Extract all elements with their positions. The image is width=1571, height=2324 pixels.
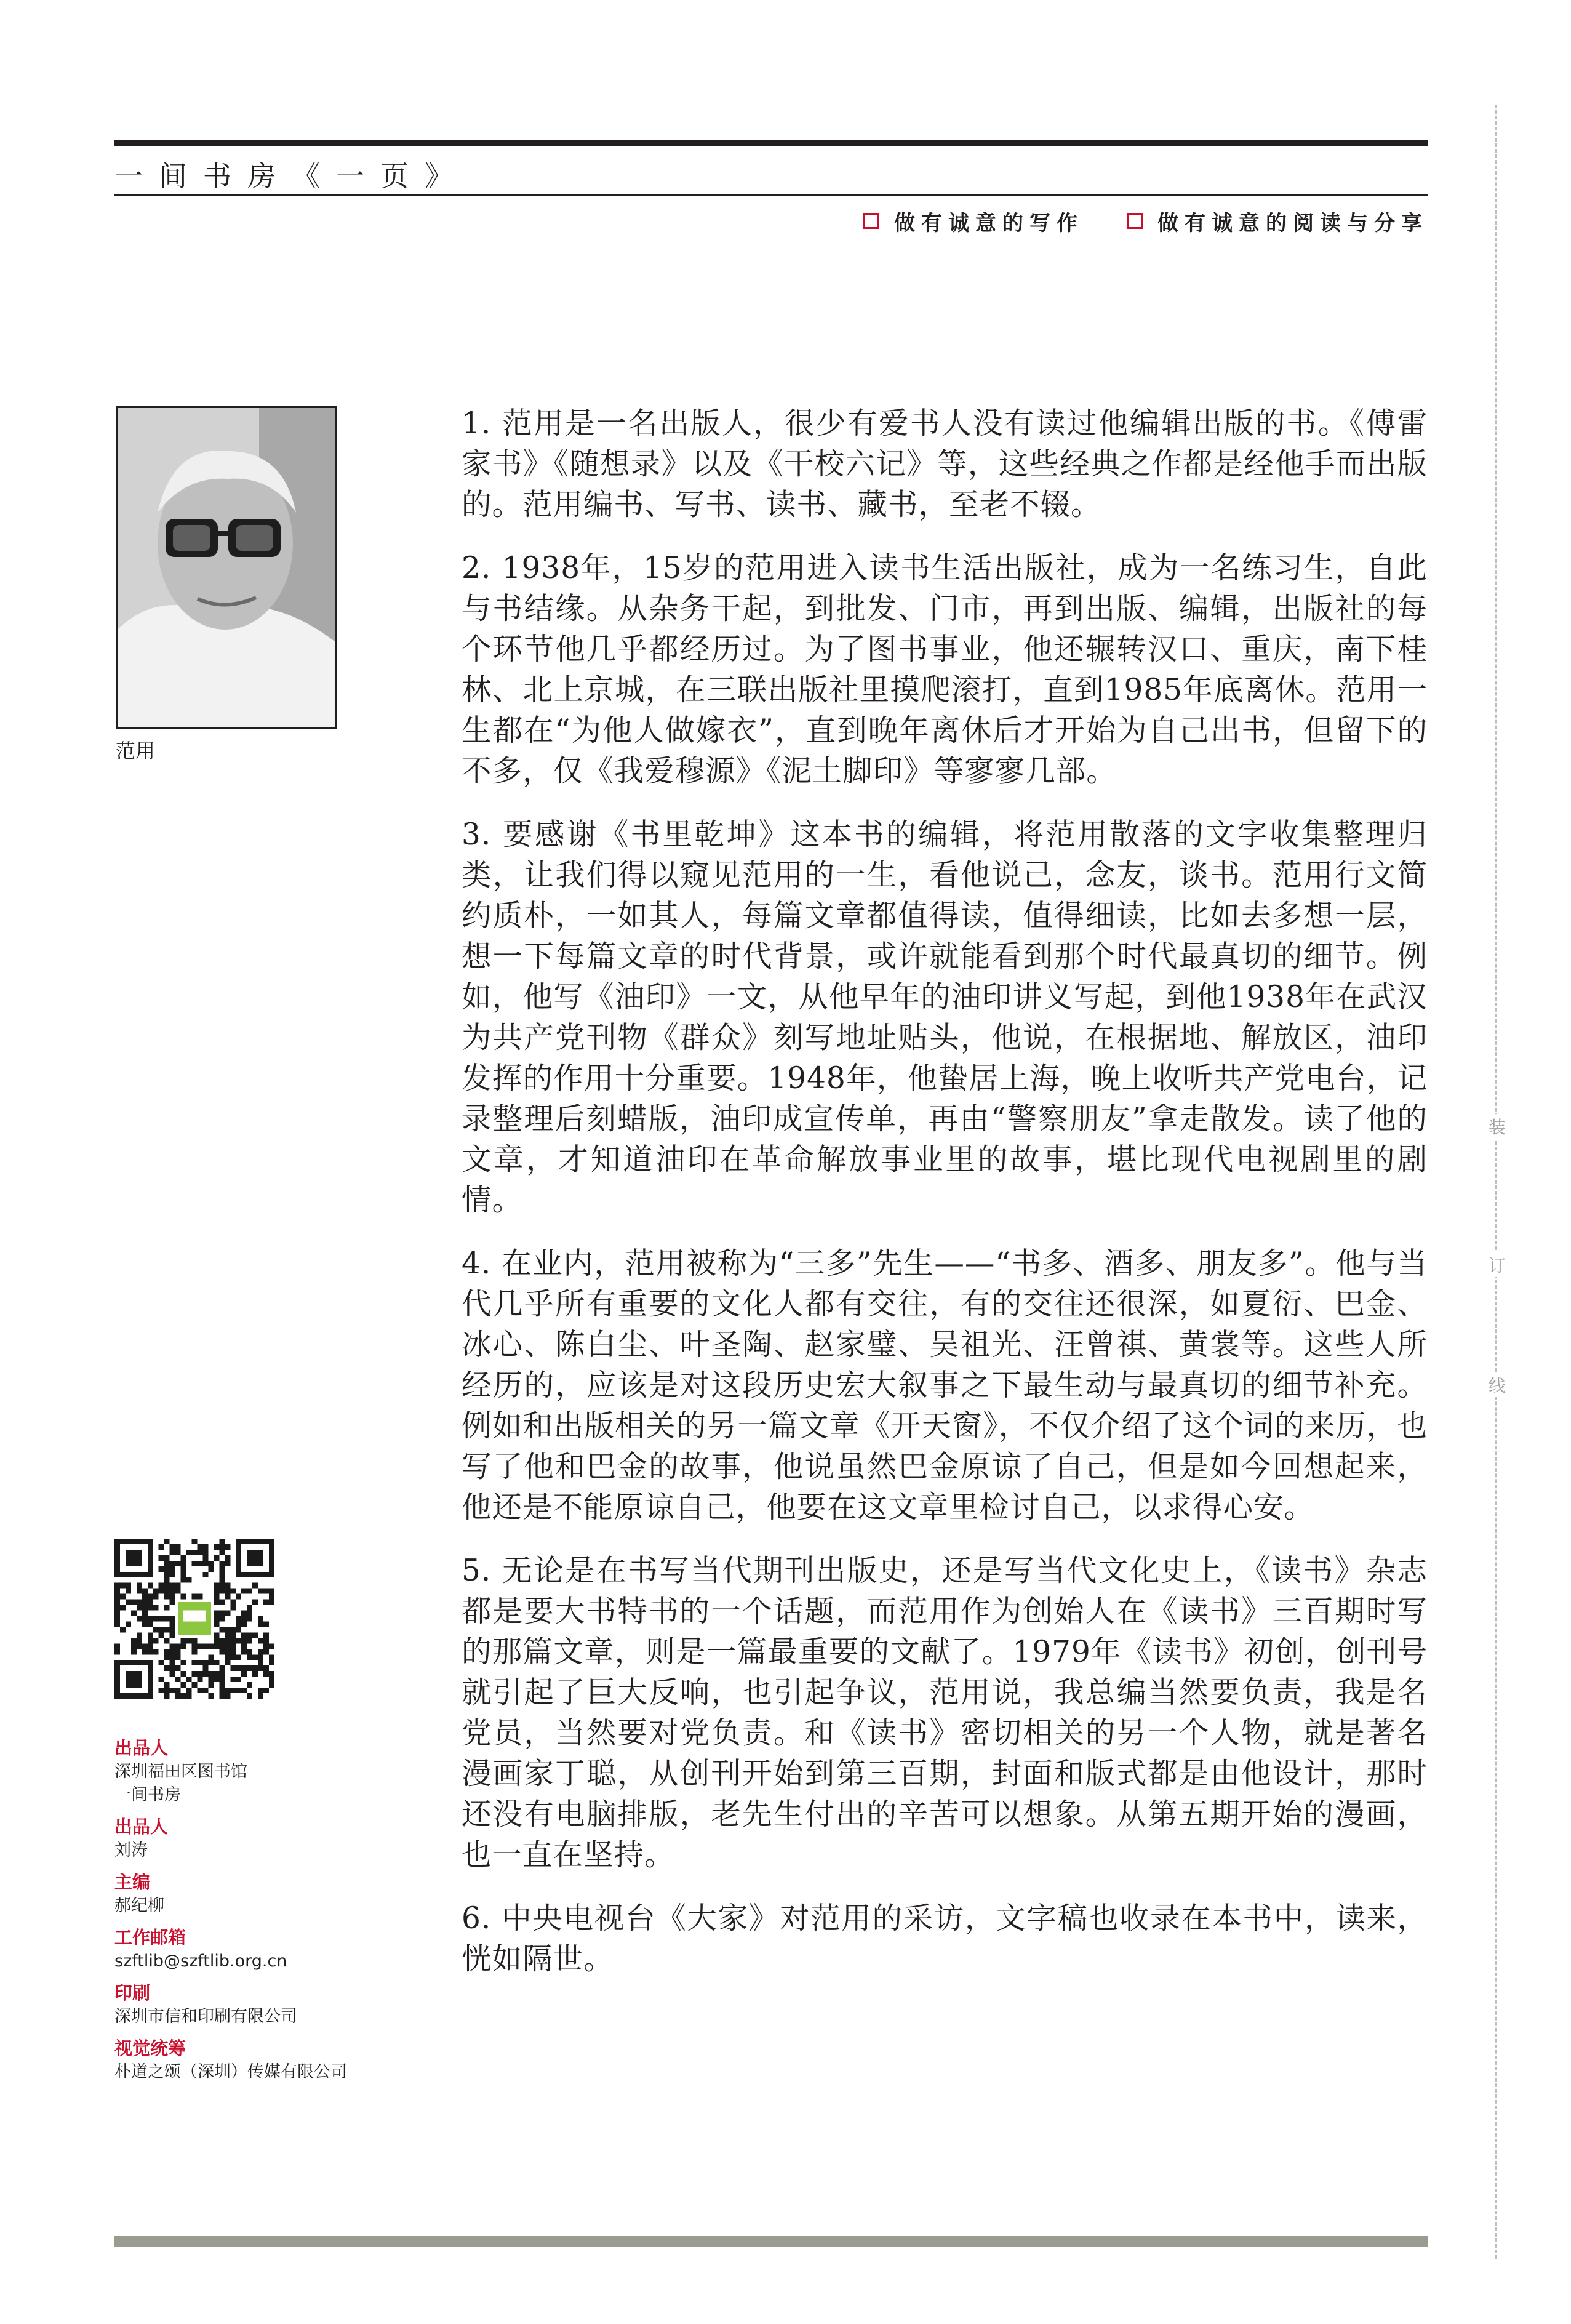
credit-role: 印刷 (114, 1982, 151, 2003)
paragraph: 4. 在业内，范用被称为“三多”先生——“书多、酒多、朋友多”。他与当代几乎所有重要的文化人都有交往，有的交往还很深，如夏衍、巴金、冰心、陈白尘、叶圣陶、赵家璧、吴祖光、汪曾祺、黄裳等。这些人所经历的，应该是对这段历史宏大叙事之下最生动与最真切的细节补充。例如和出版相关的另一篇文章《开天窗》，不仅介绍了这个词的来历，也写了他和巴金的故事，他说虽然巴金原谅了自己，但是如今回想起来，他还是不能原谅自己，他要在这文章里检讨自己，以求得心安。 (462, 1246, 1428, 1525)
footer-bar (114, 2236, 1428, 2247)
credit-role: 出品人 (114, 1737, 169, 1758)
credit-role: 出品人 (114, 1816, 169, 1837)
checkbox-icon (863, 213, 879, 229)
qr-code-graphic (114, 1539, 274, 1699)
binding-mark: 装 (1488, 1114, 1506, 1139)
slogan-text: 做有诚意的写作 (894, 210, 1084, 236)
credit-value: 刘涛 (114, 1841, 148, 1860)
paragraph: 2. 1938年，15岁的范用进入读书生活出版社，成为一名练习生，自此与书结缘。从杂务干起，到批发、门市，再到出版、编辑，出版社的每个环节他几乎都经历过。为了图书事业，他还辗转汉口、重庆，南下桂林、北上京城，在三联出版社里摸爬滚打，直到1985年底离休。范用一生都在“为他人做嫁衣”，直到晚年离休后才开始为自己出书，但留下的不多，仅《我爱穆源》《泥土脚印》等寥寥几部。 (462, 551, 1428, 788)
credit-role: 视觉统筹 (114, 2038, 186, 2059)
credit-value: 朴道之颂（深圳）传媒有限公司 (114, 2062, 347, 2082)
portrait-photo-icon (118, 408, 335, 727)
paragraph: 5. 无论是在书写当代期刊出版史，还是写当代文化史上，《读书》杂志都是要大书特书的一个话题，而范用作为创始人在《读书》三百期时写的那篇文章，则是一篇最重要的文献了。1979年《读书》初创，创刊号就引起了巨大反响，也引起争议，范用说，我总编当然要负责，我是名党员，当然要对党负责。和《读书》密切相关的另一个人物，就是著名漫画家丁聪，从创刊开始到第三百期，封面和版式都是由他设计，那时还没有电脑排版，老先生付出的辛苦可以想象。从第五期开始的漫画，也一直在坚持。 (462, 1553, 1428, 1872)
portrait-photo (116, 406, 337, 729)
paragraph: 6. 中央电视台《大家》对范用的采访，文字稿也收录在本书中，读来，恍如隔世。 (462, 1901, 1428, 1976)
page-header-title: 一间书房《一页》 (114, 159, 469, 193)
paragraph: 1. 范用是一名出版人，很少有爱书人没有读过他编辑出版的书。《傅雷家书》《随想录》以及《干校六记》等，这些经典之作都是经他手而出版的。范用编书、写书、读书、藏书，至老不辍。 (462, 406, 1428, 522)
credit-value: 一间书房 (114, 1785, 181, 1805)
paragraph: 3. 要感谢《书里乾坤》这本书的编辑，将范用散落的文字收集整理归类，让我们得以窥见范用的一生，看他说己，念友，谈书。范用行文简约质朴，一如其人，每篇文章都值得读，值得细读，比如去多想一层，想一下每篇文章的时代背景，或许就能看到那个时代最真切的细节。例如，他写《油印》一文，从他早年的油印讲义写起，到他1938年在武汉为共产党刊物《群众》刻写地址贴头，他说，在根据地、解放区，油印发挥的作用十分重要。1948年，他蛰居上海，晚上收听共产党电台，记录整理后刻蜡版，油印成宣传单，再由“警察朋友”拿走散发。读了他的文章，才知道油印在革命解放事业里的故事，堪比现代电视剧里的剧情。 (462, 817, 1428, 1217)
binding-mark: 线 (1488, 1372, 1506, 1397)
header-bottom-rule (114, 194, 1428, 196)
credit-email: szftlib@szftlib.org.cn (114, 1952, 287, 1971)
binding-mark: 订 (1488, 1252, 1506, 1277)
photo-caption: 范用 (116, 739, 156, 763)
binding-dashed-line (1495, 105, 1497, 2259)
credit-role: 主编 (114, 1872, 151, 1893)
qr-code-icon (114, 1539, 274, 1699)
checkbox-icon (1127, 213, 1143, 229)
slogan-reading (1127, 206, 1428, 236)
slogan-text: 做有诚意的阅读与分享 (1157, 210, 1428, 236)
slogan-writing (863, 206, 1084, 236)
article-body (462, 403, 1428, 2002)
credit-value: 郝纪柳 (114, 1896, 164, 1915)
slogan-bar (782, 206, 1428, 236)
credit-value: 深圳福田区图书馆 (114, 1762, 247, 1781)
credit-value: 深圳市信和印刷有限公司 (114, 2007, 297, 2026)
header-top-rule (114, 140, 1428, 146)
credit-role: 工作邮箱 (114, 1927, 186, 1948)
credits-block (114, 1736, 410, 2091)
